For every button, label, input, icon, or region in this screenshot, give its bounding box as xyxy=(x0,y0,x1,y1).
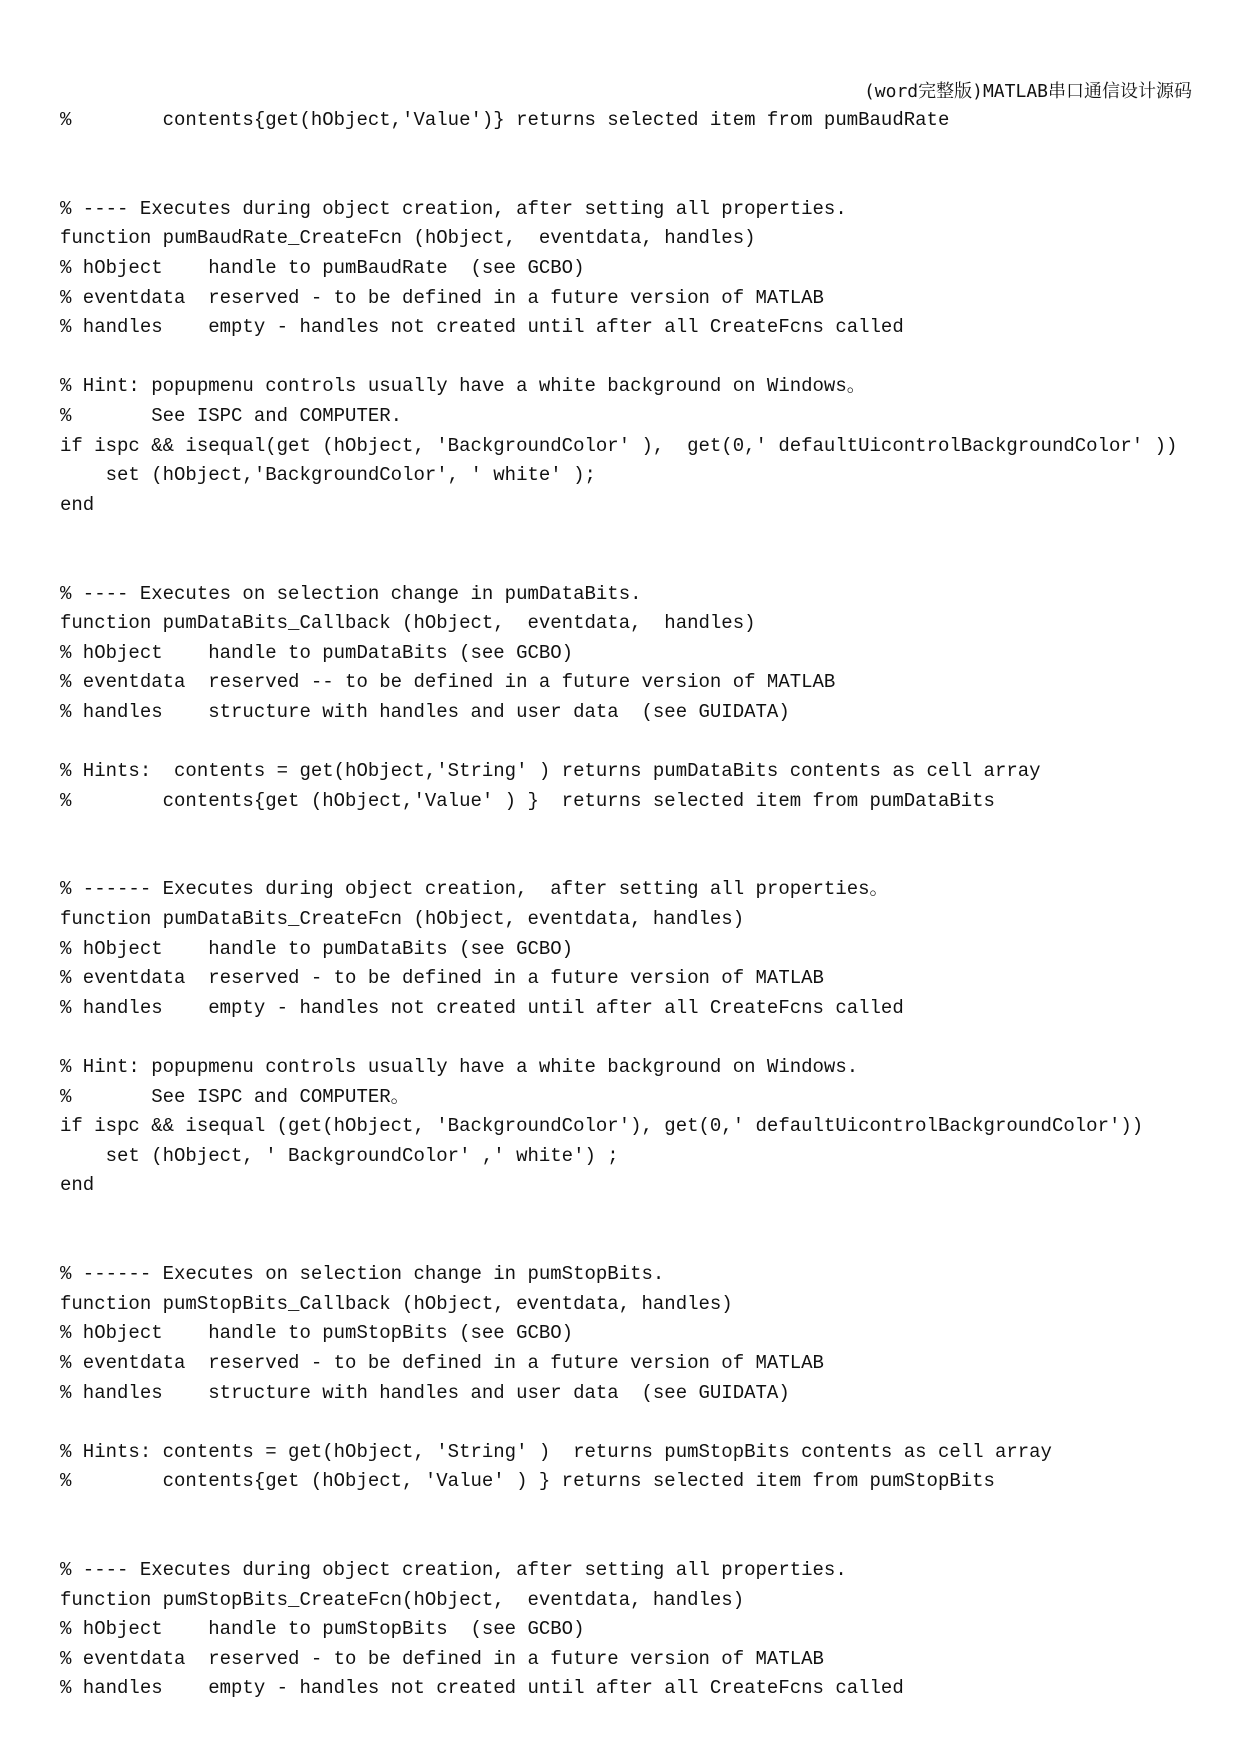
code-line: % Hints: contents = get(hObject,'String' ) returns pumDataBits contents as cell array xyxy=(60,760,1041,783)
blank-line xyxy=(60,727,1177,757)
code-line: if ispc && isequal (get(hObject, 'BackgroundColor'), get(0,' defaultUicontrolBackgroundColor')) xyxy=(60,1115,1144,1138)
code-line: function pumStopBits_CreateFcn(hObject, eventdata, handles) xyxy=(60,1588,745,1611)
code-line: set (hObject, ' BackgroundColor' ,' white') ; xyxy=(60,1144,619,1167)
code-line: % ------ Executes during object creation, after setting all properties。 xyxy=(60,878,889,901)
code-line: % See ISPC and COMPUTER。 xyxy=(60,1085,410,1108)
code-line: % eventdata reserved - to be defined in a future version of MATLAB xyxy=(60,1351,824,1374)
code-line: function pumStopBits_Callback (hObject, eventdata, handles) xyxy=(60,1292,733,1315)
code-line: set (hObject,'BackgroundColor', ' white' ); xyxy=(60,464,596,487)
code-line: function pumBaudRate_CreateFcn (hObject, eventdata, handles) xyxy=(60,227,756,250)
code-line: % Hints: contents = get(hObject, 'String' ) returns pumStopBits contents as cell array xyxy=(60,1440,1052,1463)
code-line: % eventdata reserved - to be defined in a future version of MATLAB xyxy=(60,1647,824,1670)
code-line: % ------ Executes on selection change in pumStopBits. xyxy=(60,1263,665,1286)
code-listing xyxy=(60,106,1177,1704)
blank-line xyxy=(60,1231,1177,1261)
blank-line xyxy=(60,1527,1177,1557)
code-line: if ispc && isequal(get (hObject, 'BackgroundColor' ), get(0,' defaultUicontrolBackgroundColor' )) xyxy=(60,434,1178,457)
code-line: % contents{get (hObject,'Value' ) } returns selected item from pumDataBits xyxy=(60,789,995,812)
blank-line xyxy=(60,343,1177,373)
code-line: % Hint: popupmenu controls usually have a white background on Windows. xyxy=(60,1056,859,1078)
code-line: % eventdata reserved - to be defined in a future version of MATLAB xyxy=(60,967,824,990)
code-line: % hObject handle to pumDataBits (see GCBO) xyxy=(60,641,574,664)
code-line: function pumDataBits_Callback (hObject, eventdata, handles) xyxy=(60,612,756,635)
code-line: % hObject handle to pumStopBits (see GCBO) xyxy=(60,1618,585,1641)
code-line: % handles empty - handles not created until after all CreateFcns called xyxy=(60,316,904,339)
code-line: % ---- Executes during object creation, after setting all properties. xyxy=(60,1559,847,1582)
blank-line xyxy=(60,165,1177,195)
code-line: % See ISPC and COMPUTER. xyxy=(60,404,403,427)
code-line: % eventdata reserved - to be defined in a future version of MATLAB xyxy=(60,286,824,309)
code-line: % ---- Executes during object creation, after setting all properties. xyxy=(60,197,847,220)
blank-line xyxy=(60,1408,1177,1438)
blank-line xyxy=(60,846,1177,876)
blank-line xyxy=(60,1201,1177,1231)
blank-line xyxy=(60,136,1177,166)
code-line: % hObject handle to pumBaudRate (see GCBO) xyxy=(60,256,585,279)
code-line: % eventdata reserved -- to be defined in a future version of MATLAB xyxy=(60,671,836,694)
page-header-title: (word完整版)MATLAB串口通信设计源码 xyxy=(863,81,1192,102)
code-line: % handles empty - handles not created until after all CreateFcns called xyxy=(60,1677,904,1700)
code-line: % handles structure with handles and user data (see GUIDATA) xyxy=(60,1381,790,1404)
code-line: % hObject handle to pumStopBits (see GCBO) xyxy=(60,1322,574,1345)
code-line: % hObject handle to pumDataBits (see GCBO) xyxy=(60,937,574,960)
blank-line xyxy=(60,520,1177,550)
blank-line xyxy=(60,816,1177,846)
code-line: end xyxy=(60,1174,95,1197)
code-line: % contents{get (hObject, 'Value' ) } returns selected item from pumStopBits xyxy=(60,1470,995,1493)
code-line: % handles empty - handles not created until after all CreateFcns called xyxy=(60,996,904,1019)
code-line: % handles structure with handles and user data (see GUIDATA) xyxy=(60,700,790,723)
code-line: function pumDataBits_CreateFcn (hObject, eventdata, handles) xyxy=(60,908,745,931)
code-line: end xyxy=(60,493,95,516)
blank-line xyxy=(60,550,1177,580)
code-line: % contents{get(hObject,'Value')} returns selected item from pumBaudRate xyxy=(60,109,950,131)
blank-line xyxy=(60,1497,1177,1527)
code-line: % Hint: popupmenu controls usually have a white background on Windows。 xyxy=(60,375,866,398)
blank-line xyxy=(60,1023,1177,1053)
code-line: % ---- Executes on selection change in pumDataBits. xyxy=(60,582,642,605)
